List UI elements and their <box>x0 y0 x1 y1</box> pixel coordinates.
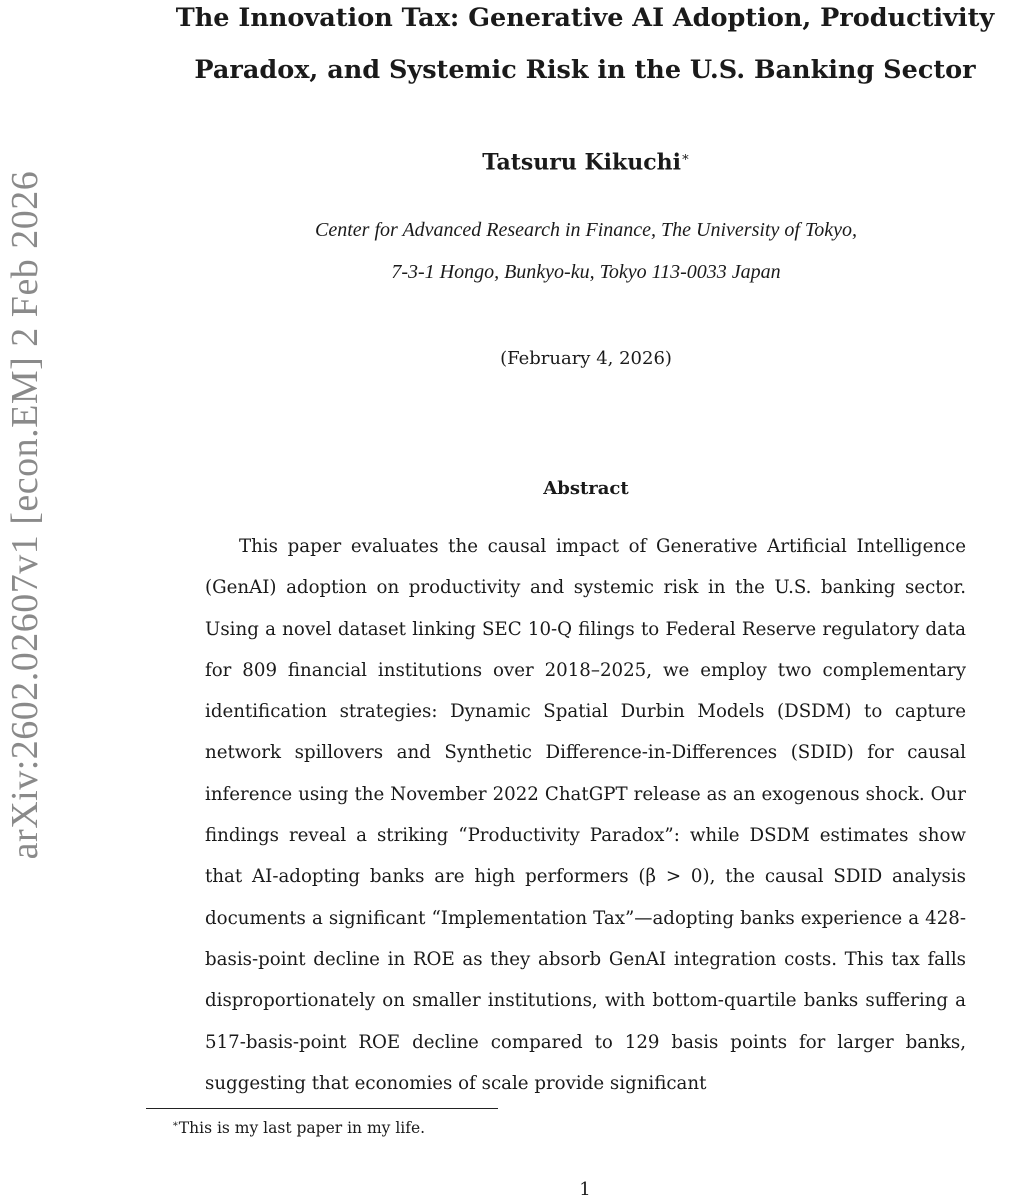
author-name: Tatsuru Kikuchi <box>482 149 681 176</box>
affiliation-line-2: 7-3-1 Hongo, Bunkyo-ku, Tokyo 113-0033 Japan <box>391 261 781 283</box>
author-footnote-mark: ∗ <box>680 150 690 165</box>
author <box>200 141 972 179</box>
arxiv-stamp-text: arXiv:2602.02607v1 [econ.EM] 2 Feb 2026 <box>4 170 46 860</box>
affiliation-line-1: Center for Advanced Research in Finance, The University of Tokyo, <box>315 219 857 241</box>
affiliation <box>200 209 972 293</box>
footnote-text: This is my last paper in my life. <box>178 1119 426 1138</box>
page-number: 1 <box>579 1179 591 1200</box>
abstract-heading: Abstract <box>543 478 629 499</box>
paper-title: The Innovation Tax: Generative AI Adoption, Productivity Paradox, and Systemic Risk in the U.S. Banking Sector <box>175 3 995 85</box>
arxiv-stamp <box>0 140 50 890</box>
footnote-rule <box>146 1108 498 1109</box>
paper-date: (February 4, 2026) <box>500 348 672 369</box>
abstract-body: This paper evaluates the causal impact of Generative Artificial Intelligence (GenAI) adoption on productivity and systemic risk in the U.S. banking sector. Using a novel dataset linking SEC 10-Q filings to Federal Reserve regulatory data for 809 financial institutions over 2018–2025, we employ two complementary identification strategies: Dynamic Spatial Durbin Models (DSDM) to capture network spillovers and Synthetic Difference-in-Differences (SDID) for causal inference using the November 2022 ChatGPT release as an exogenous shock. Our findings reveal a striking “Productivity Paradox”: while DSDM estimates show that AI-adopting banks are high performers (β > 0), the causal SDID analysis documents a significant “Implementation Tax”—adopting banks experience a 428-basis-point decline in ROE as they absorb GenAI integration costs. This tax falls disproportionately on smaller institutions, with bottom-quartile banks suffering a 517-basis-point ROE decline compared to 129 basis points for larger banks, suggesting that economies of scale provide significant <box>205 536 966 1094</box>
footnote-mark: ∗ <box>172 1119 179 1130</box>
footnote <box>172 1113 425 1140</box>
